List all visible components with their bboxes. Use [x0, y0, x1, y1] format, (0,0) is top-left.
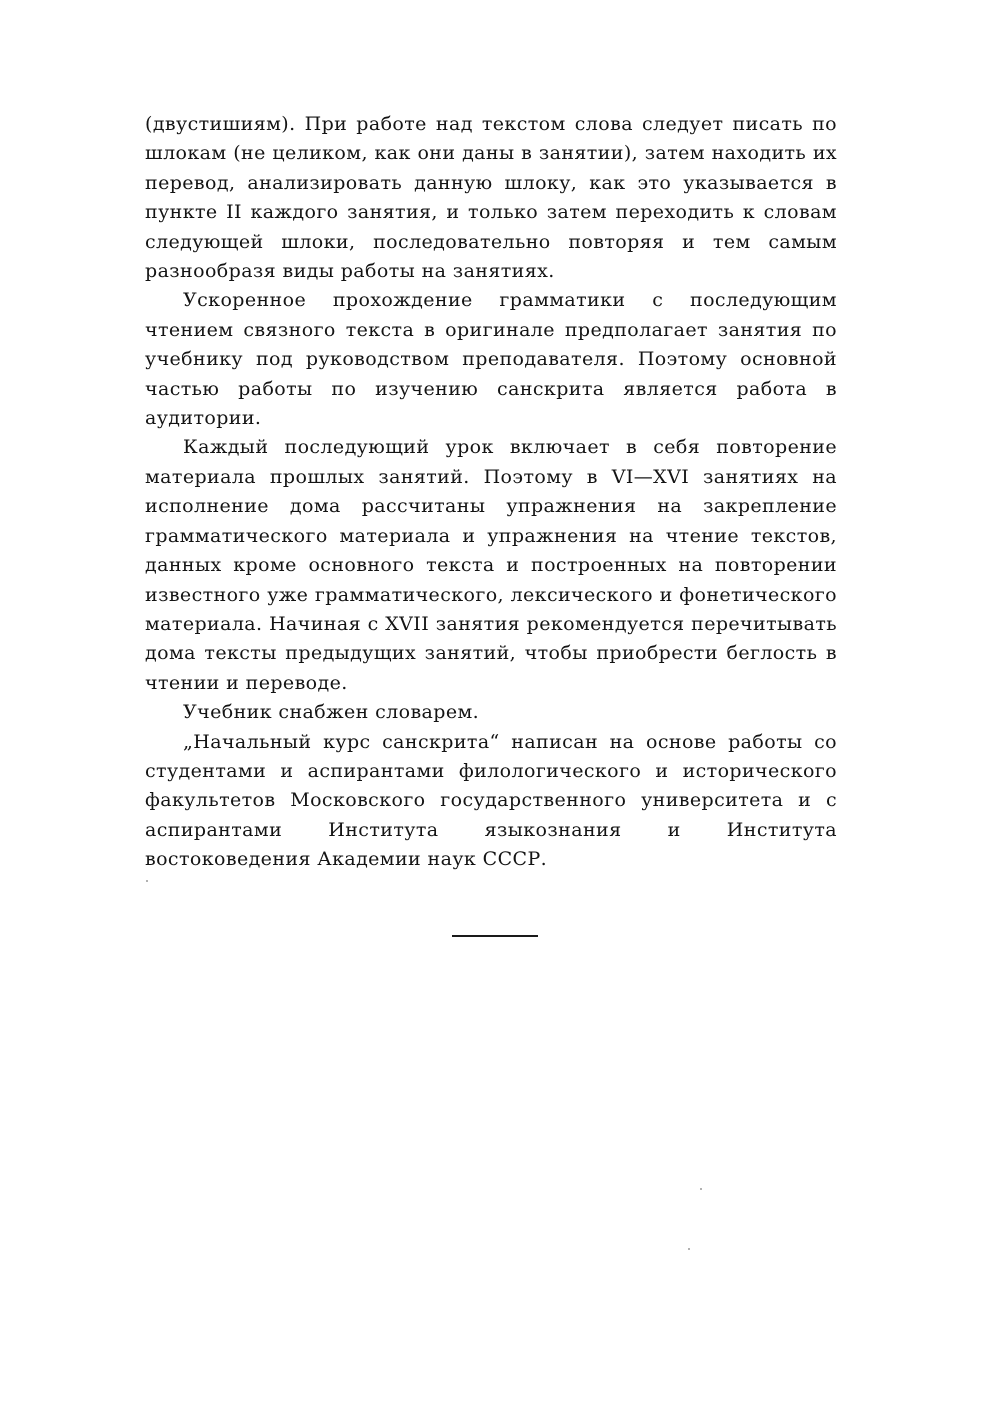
- body-text: [145, 110, 837, 875]
- paper-speck: [688, 1248, 690, 1250]
- paragraph-2: Ускоренное прохождение грамматики с последующим чтением связного текста в оригинале предполагает занятия по учебнику под руководством преподавателя. Поэтому основной частью работы по изучению санскрита является работа в аудитории.: [145, 289, 837, 430]
- section-end-rule: [452, 935, 538, 937]
- paragraph-4: Учебник снабжен словарем.: [183, 701, 480, 724]
- paragraph-1: (двустишиям). При работе над текстом слова следует писать по шлокам (не целиком, как они даны в занятии), затем находить их перевод, анализировать данную шлоку, как это указывается в пункте II каждого занятия, и только затем переходить к словам следующей шлоки, последовательно повторяя и тем самым разнообразя виды работы на занятиях.: [145, 113, 837, 283]
- paper-speck: [700, 1188, 702, 1190]
- paper-speck: [146, 880, 148, 882]
- paragraph-5: „Начальный курс санскрита“ написан на основе работы со студентами и аспирантами филологического и исторического факультетов Московского государственного университета и с аспирантами Института языкознания и Института востоковедения Академии наук СССР.: [145, 730, 837, 871]
- paragraph-3: Каждый последующий урок включает в себя повторение материала прошлых занятий. Поэтому в VI—XVI занятиях на исполнение дома рассчитаны упражнения на закрепление грамматического материала и упражнения на чтение текстов, данных кроме основного текста и построенных на повторении известного уже грамматического, лексического и фонетического материала. Начиная с XVII занятия рекомендуется перечитывать дома тексты предыдущих занятий, чтобы приобрести беглость в чтении и переводе.: [145, 436, 837, 694]
